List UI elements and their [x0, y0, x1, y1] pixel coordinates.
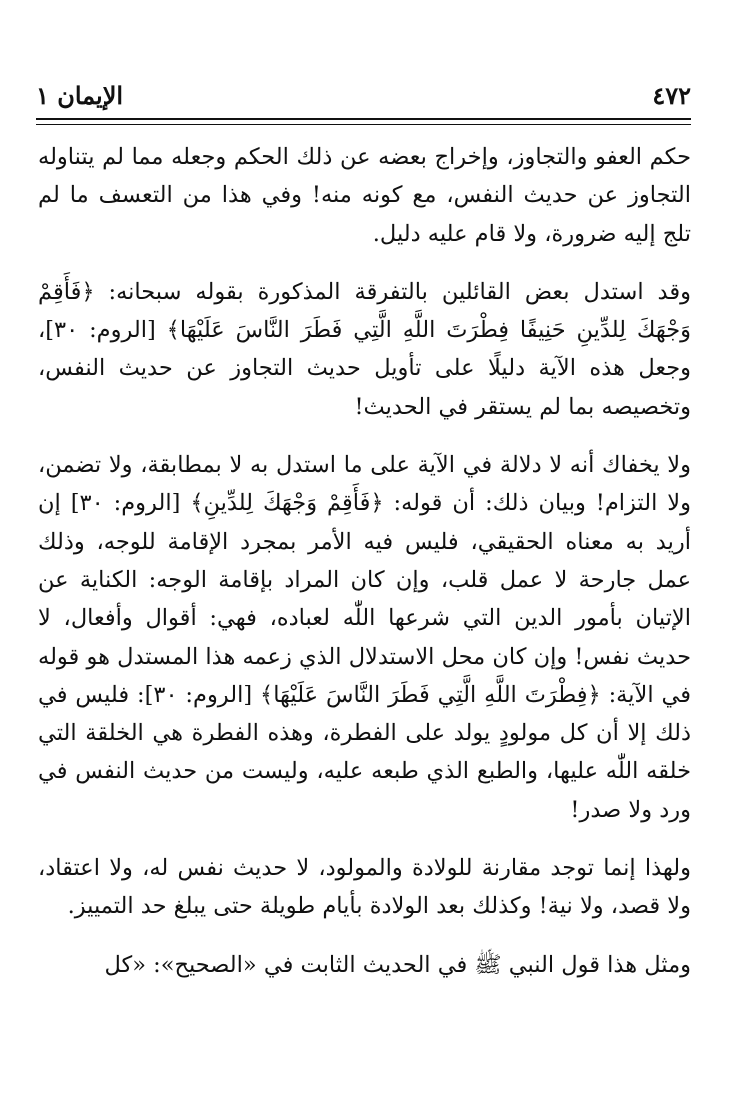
header-rule-thick: [36, 118, 691, 120]
paragraph: وقد استدل بعض القائلين بالتفرقة المذكورة بقوله سبحانه: ﴿فَأَقِمْ وَجْهَكَ لِلدِّينِ حَنِيفًا فِطْرَتَ اللَّهِ الَّتِي فَطَرَ النَّاسَ عَلَيْهَا﴾ [الروم: ٣٠]، وجعل هذه الآية دليلًا على تأويل حديث التجاوز عن حديث النفس، وتخصيصه بما لم يستقر في الحديث!: [38, 278, 691, 420]
paragraph: ولهذا إنما توجد مقارنة للولادة والمولود، لا حديث نفس له، ولا اعتقاد، ولا قصد، ولا نية! وكذلك بعد الولادة بأيام طويلة حتى يبلغ حد التمييز.: [38, 855, 691, 920]
page-header: [36, 80, 691, 110]
paragraph: ولا يخفاك أنه لا دلالة في الآية على ما استدل به لا بمطابقة، ولا تضمن، ولا التزام! وبيان ذلك: أن قوله: ﴿فَأَقِمْ وَجْهَكَ لِلدِّينِ﴾ [الروم: ٣٠] إن أريد به معناه الحقيقي، فليس فيه الأمر بمجرد الإقامة للوجه، وذلك عمل جارحة لا عمل قلب، وإن كان المراد بإقامة الوجه: الكناية عن الإتيان بأمور الدين التي شرعها اللّٰه لعباده، فهي: أقوال وأفعال، لا حديث نفس! وإن كان محل الاستدلال الذي زعمه هذا المستدل هو قوله في الآية: ﴿فِطْرَتَ اللَّهِ الَّتِي فَطَرَ النَّاسَ عَلَيْهَا﴾ [الروم: ٣٠]: فليس في ذلك إلا أن كل مولودٍ يولد على الفطرة، وهذه الفطرة هي الخلقة التي خلقه اللّٰه عليها، والطبع الذي طبعه عليه، وليست من حديث النفس في ورد ولا صدر!: [38, 452, 691, 823]
paragraph: ومثل هذا قول النبي ﷺ في الحديث الثابت في «الصحيح»: «كل: [104, 951, 691, 978]
paragraph: حكم العفو والتجاوز، وإخراج بعضه عن ذلك الحكم وجعله مما لم يتناوله التجاوز عن حديث النفس، مع كونه منه! وفي هذا من التعسف ما لم تلج إليه ضرورة، ولا قام عليه دليل.: [38, 144, 691, 247]
running-title: الإيمان ١: [36, 80, 124, 110]
body-text: [38, 138, 691, 1004]
header-rule-thin: [36, 124, 691, 125]
page-number: ٤٧٢: [652, 80, 691, 110]
